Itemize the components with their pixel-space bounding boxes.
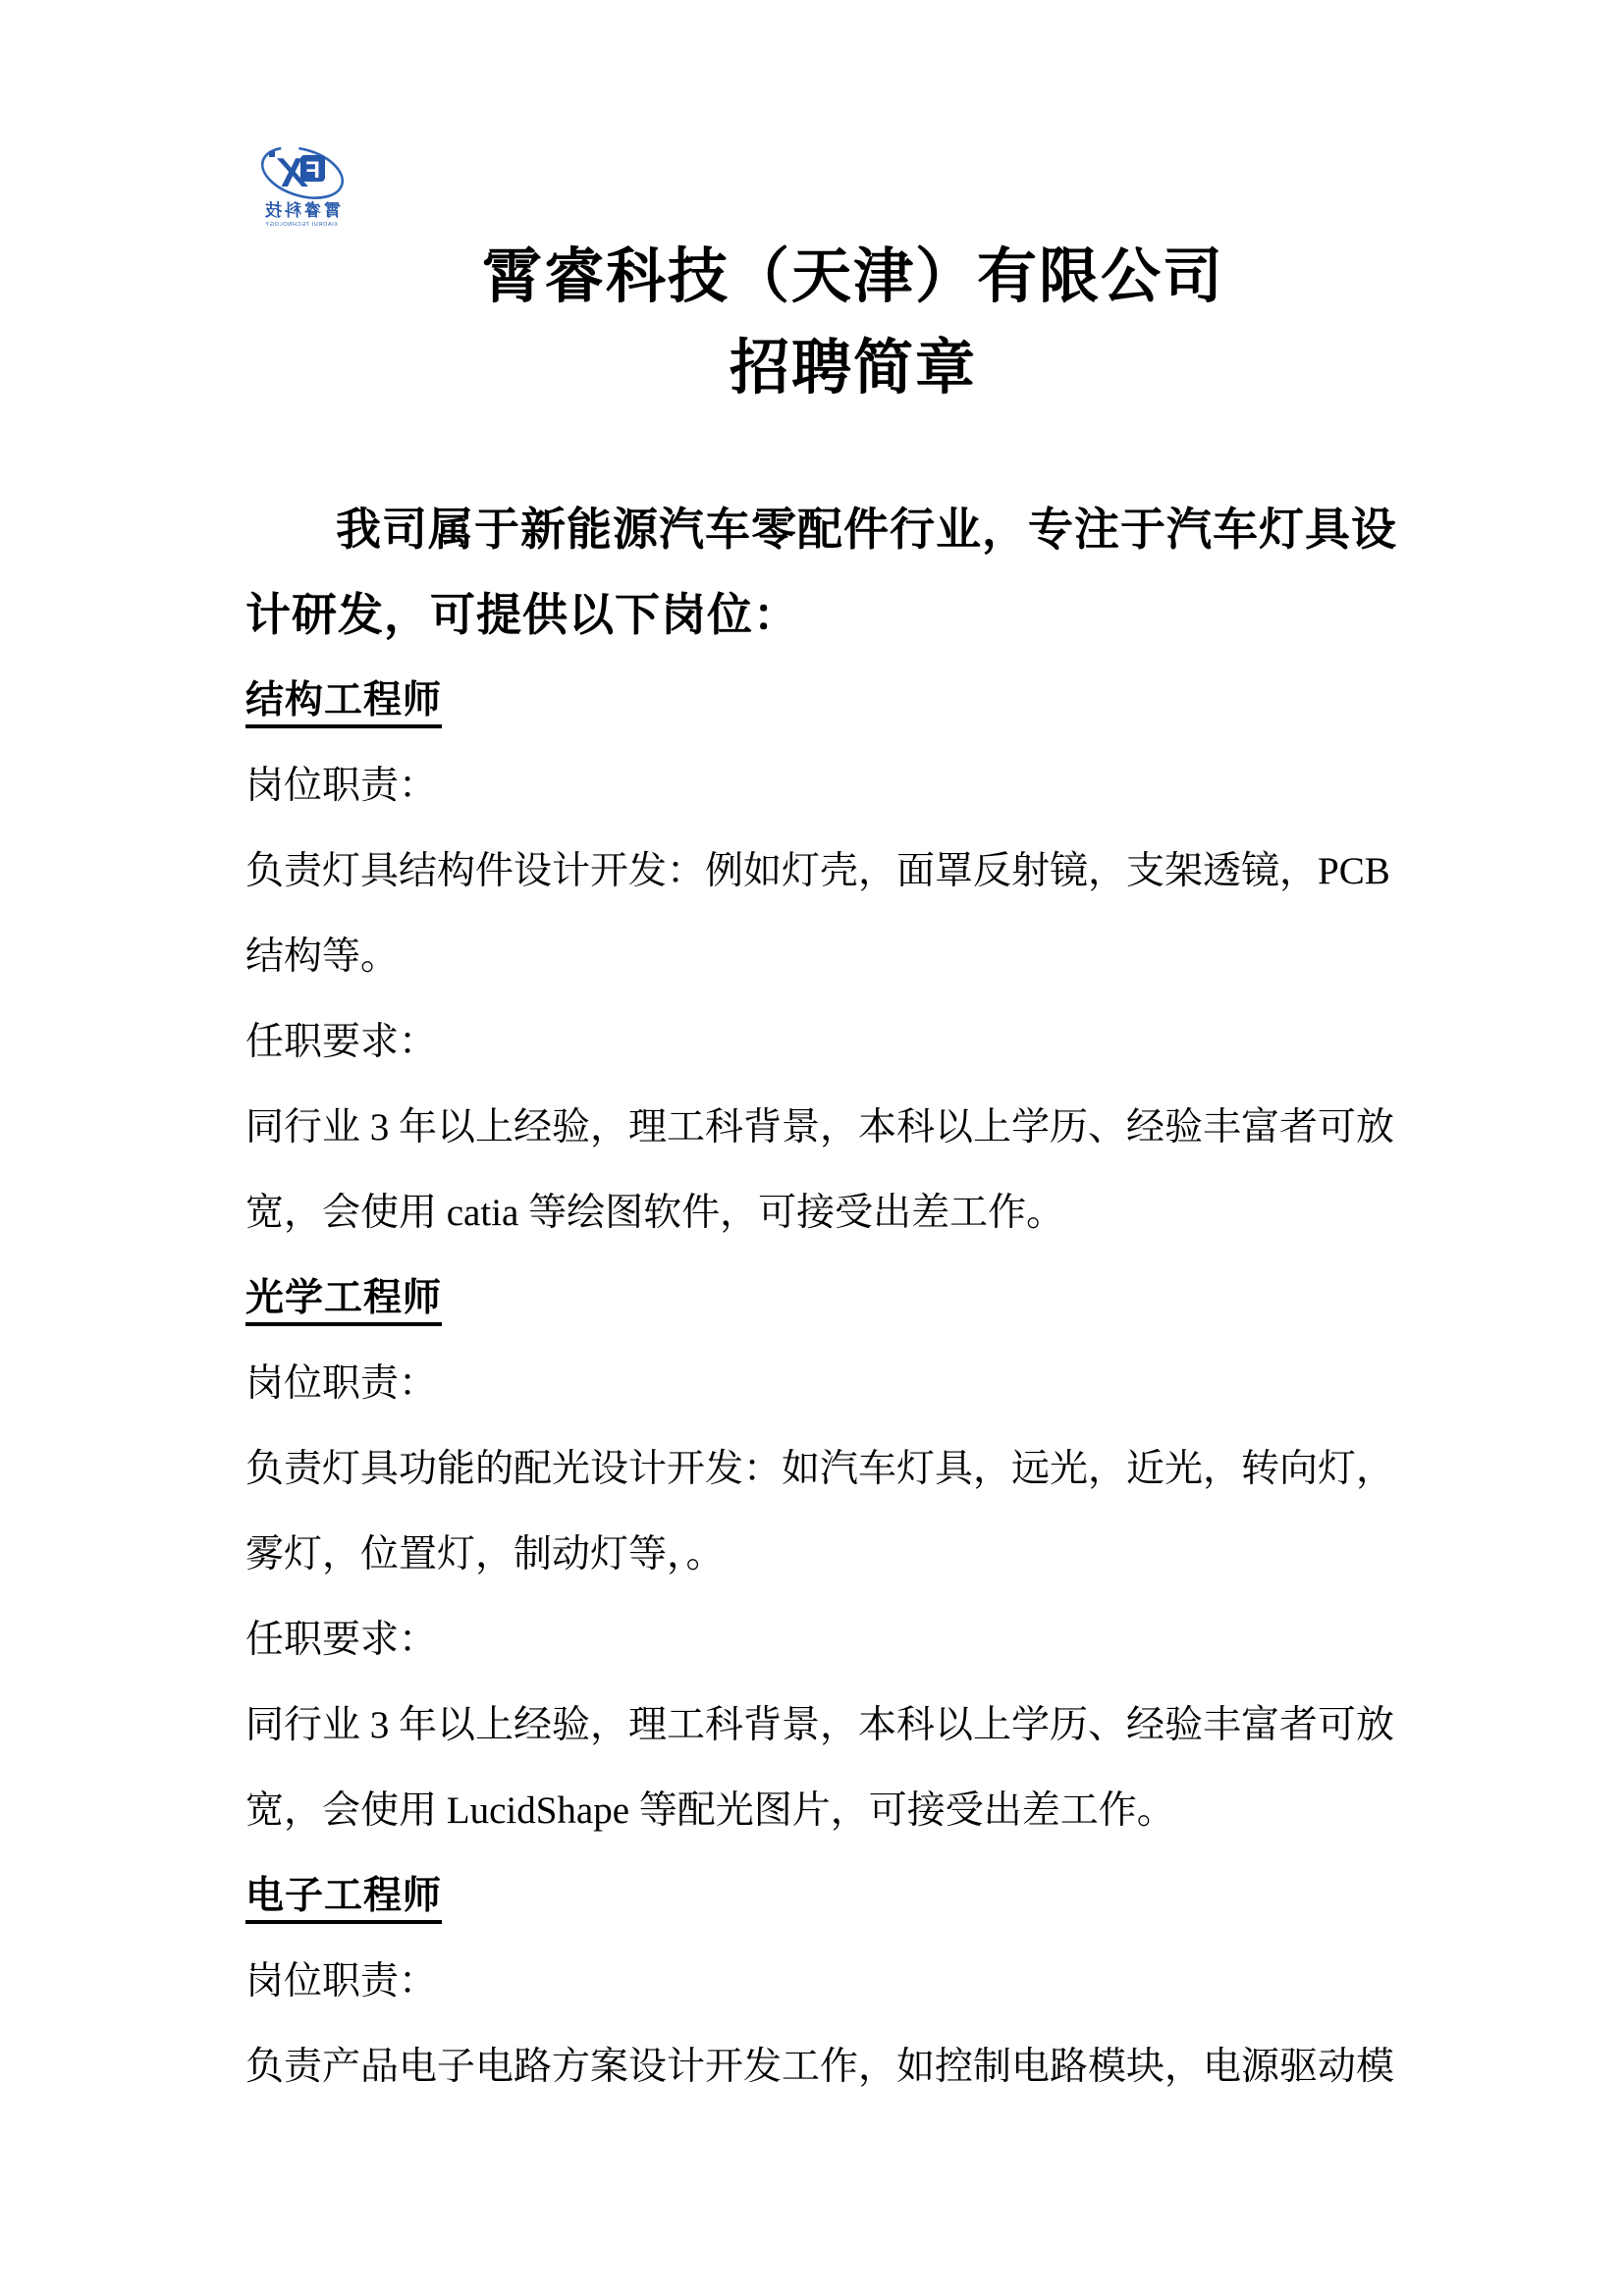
logo-en-name: XIAORUI TECHNOLOGY (264, 222, 339, 228)
company-logo (255, 140, 348, 229)
document-title (245, 232, 1420, 414)
section-heading-row (245, 658, 1394, 743)
intro-line: 我司属于新能源汽车零配件行业，专注于汽车灯具设 (336, 505, 1397, 555)
section-heading: 光学工程师 (245, 1277, 442, 1326)
body-line: 宽，会使用 catia 等绘图软件，可接受出差工作。 (245, 1192, 1065, 1234)
body-line: 岗位职责： (245, 765, 438, 807)
company-logo-graphic (255, 140, 348, 229)
logo-letter-f: F (305, 157, 320, 184)
logo-registered-square (269, 151, 275, 157)
body-line: 岗位职责： (245, 1960, 438, 2002)
body-line: 宽，会使用 LucidShape 等配光图片，可接受出差工作。 (245, 1789, 1175, 1832)
body-line: 结构等。 (245, 935, 400, 978)
document-body (245, 487, 1397, 2109)
section-heading-row (245, 1853, 1394, 1939)
body-line: 雾灯，位置灯，制动灯等，。 (245, 1533, 725, 1575)
intro-line: 计研发，可提供以下岗位： (245, 590, 799, 640)
body-line: 同行业 3 年以上经验，理工科背景，本科以上学历、经验丰富者可放 (245, 1106, 1395, 1148)
body-line: 负责灯具功能的配光设计开发：如汽车灯具，远光，近光，转向灯， (245, 1448, 1395, 1490)
body-line: 任职要求： (245, 1021, 438, 1063)
company-title-line: 霄睿科技（天津）有限公司 (481, 244, 1224, 310)
logo-letter-x: X (278, 149, 306, 195)
body-line: 负责灯具结构件设计开发：例如灯壳，面罩反射镜，支架透镜，PCB (245, 850, 1390, 892)
body-line: 同行业 3 年以上经验，理工科背景，本科以上学历、经验丰富者可放 (245, 1704, 1395, 1746)
body-line: 岗位职责： (245, 1362, 438, 1405)
body-line: 任职要求： (245, 1619, 438, 1661)
section-heading-row (245, 1255, 1394, 1341)
doc-subtitle-line: 招聘简章 (729, 336, 977, 401)
section-heading: 结构工程师 (245, 679, 442, 728)
section-heading: 电子工程师 (245, 1875, 442, 1924)
logo-cn-name: 霄睿科技 (262, 201, 341, 220)
body-line: 负责产品电子电路方案设计开发工作，如控制电路模块，电源驱动模 (245, 2046, 1395, 2088)
